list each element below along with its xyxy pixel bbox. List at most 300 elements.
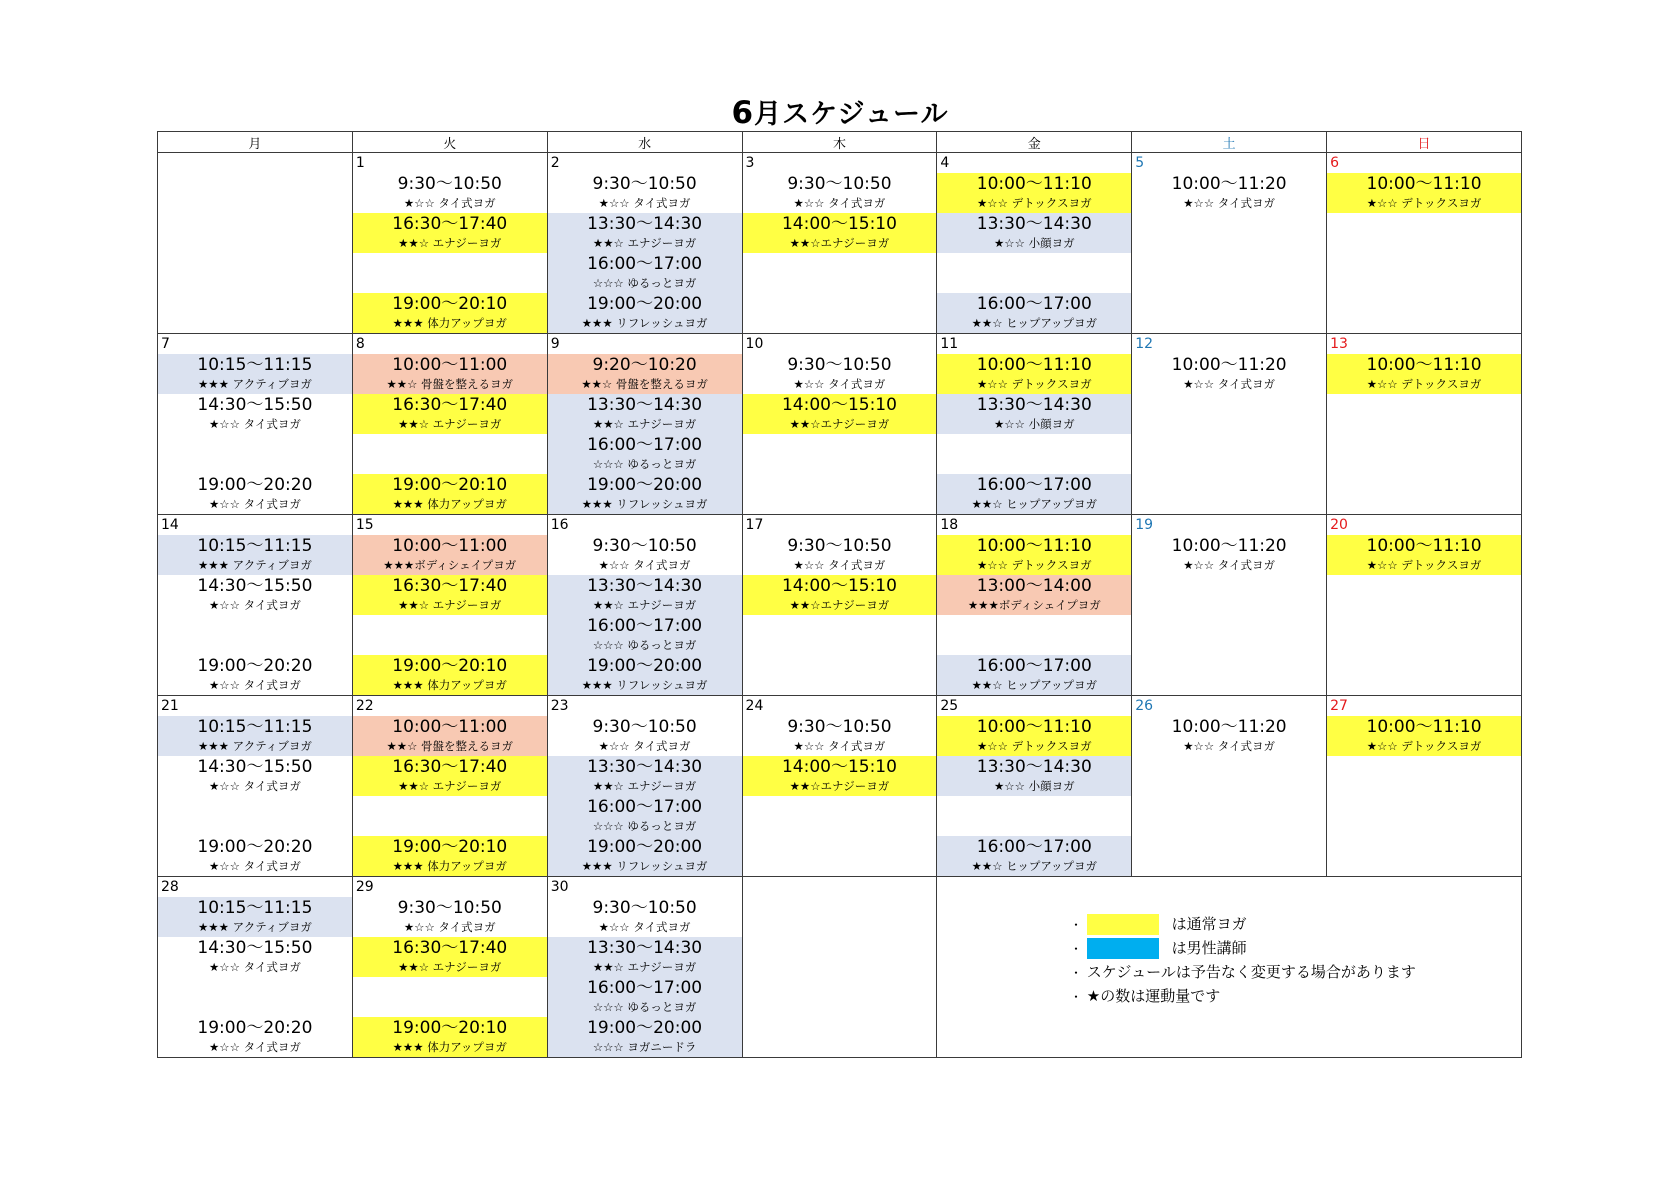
day-number: 14 — [161, 517, 179, 533]
class-slot — [158, 575, 352, 615]
class-slot — [548, 977, 742, 1017]
class-time: 13:30～14:30 — [587, 757, 703, 777]
class-slot — [937, 213, 1131, 253]
empty-slot — [353, 796, 547, 836]
day-number: 17 — [745, 517, 764, 533]
weekday-header: 月 — [158, 132, 353, 153]
class-slot — [353, 173, 547, 213]
class-time: 14:00～15:10 — [781, 576, 897, 596]
class-time: 9:30～10:50 — [397, 898, 502, 918]
day-cell — [158, 515, 353, 696]
empty-slot — [937, 796, 1131, 836]
week-row — [158, 334, 1522, 515]
class-slot — [548, 1017, 742, 1057]
class-time: 10:15～11:15 — [197, 898, 313, 918]
class-slot — [158, 394, 352, 434]
day-number: 6 — [1330, 155, 1339, 171]
class-name: ★★☆ エナジーヨガ — [592, 236, 697, 250]
class-slot — [548, 575, 742, 615]
class-slot — [937, 575, 1131, 615]
week-row — [158, 153, 1522, 334]
class-time: 16:00～17:00 — [587, 978, 703, 998]
class-name: ★☆☆ タイ式ヨガ — [793, 558, 886, 572]
class-slot — [353, 354, 547, 394]
class-time: 19:00～20:10 — [392, 656, 508, 676]
class-time: 14:30～15:50 — [197, 757, 313, 777]
day-number: 16 — [550, 517, 569, 533]
day-cell — [1132, 334, 1327, 515]
class-time: 16:00～17:00 — [976, 294, 1092, 314]
empty-slot — [353, 434, 547, 474]
class-slot — [743, 575, 937, 615]
class-name: ★★☆ 骨盤を整えるヨガ — [386, 739, 514, 753]
class-name: ★☆☆ タイ式ヨガ — [208, 678, 301, 692]
class-time: 10:00～11:20 — [1171, 717, 1287, 737]
class-time: 19:00～20:00 — [587, 837, 703, 857]
class-slot — [548, 535, 742, 575]
day-cell — [352, 696, 547, 877]
class-time: 10:00～11:10 — [1366, 717, 1482, 737]
empty-slot — [937, 434, 1131, 474]
class-time: 10:00～11:10 — [1366, 174, 1482, 194]
legend-normal-yoga — [1070, 912, 1416, 936]
class-slot — [548, 836, 742, 876]
class-name: ★★★ アクティブヨガ — [198, 739, 312, 753]
class-time: 10:00～11:00 — [392, 355, 508, 375]
legend-note-text: スケジュールは予告なく変更する場合があります — [1086, 963, 1416, 981]
day-number: 12 — [1135, 336, 1154, 352]
class-slot — [548, 213, 742, 253]
day-cell — [352, 153, 547, 334]
class-name: ★★☆ ヒップアップヨガ — [971, 678, 1098, 692]
class-time: 19:00～20:00 — [587, 656, 703, 676]
class-time: 19:00～20:20 — [197, 656, 313, 676]
class-slot — [158, 535, 352, 575]
class-name: ★★☆エナジーヨガ — [789, 236, 890, 250]
class-time: 16:00～17:00 — [587, 254, 703, 274]
class-slot — [548, 655, 742, 695]
day-cell — [742, 515, 937, 696]
weekday-header-row — [158, 132, 1522, 153]
day-cell — [937, 696, 1132, 877]
class-time: 16:30～17:40 — [392, 576, 508, 596]
day-number: 21 — [161, 698, 179, 714]
day-cell — [158, 877, 353, 1058]
class-name: ★☆☆ タイ式ヨガ — [598, 196, 691, 210]
day-number: 29 — [355, 879, 374, 895]
class-name: ★☆☆ タイ式ヨガ — [793, 739, 886, 753]
class-slot — [548, 474, 742, 514]
class-slot — [548, 756, 742, 796]
class-time: 9:30～10:50 — [592, 536, 697, 556]
class-time: 13:30～14:30 — [587, 938, 703, 958]
class-slot — [937, 394, 1131, 434]
class-time: 10:00～11:10 — [1366, 355, 1482, 375]
bullet: ・ — [1070, 942, 1083, 956]
day-cell — [352, 877, 547, 1058]
class-time: 14:00～15:10 — [781, 395, 897, 415]
class-name: ★★☆ ヒップアップヨガ — [971, 497, 1098, 511]
empty-slot — [158, 977, 352, 1017]
class-name: ★☆☆ タイ式ヨガ — [208, 1040, 301, 1054]
class-time: 14:30～15:50 — [197, 938, 313, 958]
day-number: 7 — [161, 336, 170, 352]
class-name: ★★☆ エナジーヨガ — [592, 779, 697, 793]
class-slot — [548, 354, 742, 394]
day-cell — [547, 334, 742, 515]
class-time: 19:00～20:10 — [392, 837, 508, 857]
class-name: ★★★ リフレッシュヨガ — [581, 497, 708, 511]
title-month-number: 6 — [731, 95, 755, 131]
empty-day-cell — [742, 877, 937, 1058]
class-time: 10:15～11:15 — [197, 355, 313, 375]
class-name: ☆☆☆ ゆるっとヨガ — [592, 276, 697, 290]
day-cell — [158, 696, 353, 877]
class-time: 19:00～20:00 — [587, 475, 703, 495]
class-slot — [353, 575, 547, 615]
class-time: 10:15～11:15 — [197, 536, 313, 556]
class-time: 14:30～15:50 — [197, 576, 313, 596]
class-slot — [158, 354, 352, 394]
empty-day-cell — [158, 153, 353, 334]
bullet: ・ — [1070, 966, 1083, 980]
class-slot — [158, 756, 352, 796]
class-slot — [158, 897, 352, 937]
day-number: 15 — [355, 517, 374, 533]
class-name: ★☆☆ デトックスヨガ — [976, 739, 1092, 753]
class-name: ★☆☆ タイ式ヨガ — [208, 960, 301, 974]
class-name: ★★☆ エナジーヨガ — [398, 236, 502, 250]
class-time: 16:00～17:00 — [976, 656, 1092, 676]
class-slot — [743, 354, 937, 394]
class-name: ★★★ボディシェイプヨガ — [383, 558, 517, 572]
class-time: 10:00～11:10 — [1366, 536, 1482, 556]
day-number: 11 — [940, 336, 959, 352]
class-time: 13:30～14:30 — [976, 757, 1092, 777]
class-time: 9:30～10:50 — [397, 174, 502, 194]
class-time: 10:00～11:00 — [392, 536, 508, 556]
empty-slot — [158, 615, 352, 655]
empty-slot — [937, 615, 1131, 655]
class-time: 10:15～11:15 — [197, 717, 313, 737]
day-number: 2 — [550, 155, 560, 171]
day-cell — [1327, 334, 1522, 515]
class-name: ★★☆ ヒップアップヨガ — [971, 859, 1098, 873]
class-time: 19:00～20:00 — [587, 1018, 703, 1038]
class-time: 13:30～14:30 — [587, 395, 703, 415]
class-name: ★★☆ 骨盤を整えるヨガ — [581, 377, 708, 391]
class-name: ★☆☆ タイ式ヨガ — [1183, 196, 1276, 210]
class-time: 9:30～10:50 — [787, 355, 892, 375]
class-name: ★☆☆ タイ式ヨガ — [1183, 377, 1276, 391]
class-name: ★★★ 体力アップヨガ — [392, 678, 507, 692]
class-time: 14:00～15:10 — [781, 757, 897, 777]
legend — [1070, 912, 1416, 1008]
class-name: ★☆☆ タイ式ヨガ — [598, 739, 691, 753]
class-time: 10:00～11:00 — [392, 717, 508, 737]
class-name: ★★★ アクティブヨガ — [198, 920, 312, 934]
class-name: ★☆☆ タイ式ヨガ — [403, 920, 496, 934]
class-time: 16:30～17:40 — [392, 938, 508, 958]
class-slot — [548, 615, 742, 655]
class-slot — [1132, 173, 1326, 213]
class-time: 16:00～17:00 — [587, 435, 703, 455]
day-number: 27 — [1330, 698, 1348, 714]
class-name: ★★☆エナジーヨガ — [789, 417, 890, 431]
day-number: 18 — [940, 517, 959, 533]
day-cell — [1327, 515, 1522, 696]
class-slot — [158, 655, 352, 695]
class-time: 13:30～14:30 — [976, 214, 1092, 234]
weekday-header: 水 — [547, 132, 742, 153]
day-number: 19 — [1135, 517, 1154, 533]
day-cell — [742, 153, 937, 334]
class-time: 19:00～20:20 — [197, 1018, 313, 1038]
class-slot — [353, 394, 547, 434]
class-slot — [353, 937, 547, 977]
day-cell — [158, 334, 353, 515]
day-cell — [1132, 696, 1327, 877]
class-slot — [353, 897, 547, 937]
class-name: ★★☆ エナジーヨガ — [592, 417, 697, 431]
week-row — [158, 696, 1522, 877]
class-slot — [937, 756, 1131, 796]
class-slot — [743, 213, 937, 253]
day-cell — [742, 334, 937, 515]
day-cell — [937, 153, 1132, 334]
class-name: ★☆☆ デトックスヨガ — [976, 558, 1092, 572]
weekday-header: 金 — [937, 132, 1132, 153]
class-slot — [937, 173, 1131, 213]
class-slot — [548, 937, 742, 977]
day-cell — [1327, 153, 1522, 334]
class-slot — [743, 394, 937, 434]
legend-note-text: ★の数は運動量です — [1086, 987, 1221, 1005]
class-slot — [743, 716, 937, 756]
day-number: 4 — [940, 155, 950, 171]
class-slot — [353, 836, 547, 876]
day-number: 20 — [1330, 517, 1348, 533]
class-slot — [937, 655, 1131, 695]
class-time: 16:00～17:00 — [587, 616, 703, 636]
class-slot — [1327, 535, 1521, 575]
class-time: 19:00～20:10 — [392, 294, 508, 314]
class-slot — [548, 293, 742, 333]
class-slot — [548, 897, 742, 937]
class-time: 16:30～17:40 — [392, 395, 508, 415]
day-number: 23 — [550, 698, 569, 714]
class-time: 16:30～17:40 — [392, 214, 508, 234]
class-slot — [1132, 535, 1326, 575]
empty-slot — [158, 796, 352, 836]
class-slot — [353, 716, 547, 756]
day-number: 28 — [161, 879, 179, 895]
bullet: ・ — [1070, 918, 1083, 932]
class-slot — [548, 394, 742, 434]
day-cell — [937, 515, 1132, 696]
empty-slot — [937, 253, 1131, 293]
class-name: ★★★ 体力アップヨガ — [392, 859, 507, 873]
class-name: ★☆☆ タイ式ヨガ — [1183, 739, 1276, 753]
class-time: 13:30～14:30 — [587, 214, 703, 234]
yellow-swatch — [1087, 914, 1159, 935]
class-slot — [1327, 354, 1521, 394]
class-slot — [353, 655, 547, 695]
day-cell — [547, 153, 742, 334]
day-number: 5 — [1135, 155, 1145, 171]
class-name: ★☆☆ タイ式ヨガ — [1183, 558, 1276, 572]
day-cell — [547, 515, 742, 696]
day-cell — [1327, 696, 1522, 877]
legend-male-instructor — [1070, 936, 1416, 960]
class-time: 10:00～11:10 — [976, 536, 1092, 556]
day-number: 22 — [355, 698, 374, 714]
class-name: ★☆☆ 小顔ヨガ — [994, 779, 1075, 793]
class-slot — [548, 173, 742, 213]
class-slot — [743, 535, 937, 575]
day-cell — [937, 334, 1132, 515]
class-name: ★★★ 体力アップヨガ — [392, 497, 507, 511]
class-name: ★☆☆ タイ式ヨガ — [208, 497, 301, 511]
class-slot — [743, 173, 937, 213]
class-name: ★★☆ エナジーヨガ — [592, 598, 697, 612]
class-time: 19:00～20:10 — [392, 1018, 508, 1038]
class-time: 9:30～10:50 — [787, 717, 892, 737]
day-cell — [1132, 515, 1327, 696]
class-slot — [353, 474, 547, 514]
legend-note-stars — [1070, 984, 1416, 1008]
day-number: 24 — [745, 698, 764, 714]
class-name: ☆☆☆ ゆるっとヨガ — [592, 457, 697, 471]
day-cell — [1132, 153, 1327, 334]
class-slot — [937, 716, 1131, 756]
blue-swatch — [1087, 938, 1159, 959]
class-name: ★★★ アクティブヨガ — [198, 558, 312, 572]
class-name: ★★★ アクティブヨガ — [198, 377, 312, 391]
empty-slot — [353, 253, 547, 293]
class-time: 9:30～10:50 — [592, 898, 697, 918]
class-time: 10:00～11:20 — [1171, 536, 1287, 556]
class-slot — [1132, 354, 1326, 394]
class-time: 19:00～20:00 — [587, 294, 703, 314]
class-slot — [1327, 716, 1521, 756]
class-name: ★★★ リフレッシュヨガ — [581, 316, 708, 330]
class-slot — [548, 253, 742, 293]
day-number: 8 — [355, 336, 365, 352]
empty-slot — [353, 977, 547, 1017]
class-name: ★★★ 体力アップヨガ — [392, 316, 507, 330]
day-number: 9 — [550, 336, 560, 352]
page-title — [0, 92, 1680, 131]
class-time: 10:00～11:20 — [1171, 355, 1287, 375]
class-name: ★☆☆ 小顔ヨガ — [994, 236, 1075, 250]
class-slot — [353, 1017, 547, 1057]
class-name: ★☆☆ タイ式ヨガ — [793, 377, 886, 391]
class-name: ★★★ 体力アップヨガ — [392, 1040, 507, 1054]
legend-male-label: は男性講師 — [1171, 939, 1247, 957]
class-time: 10:00～11:10 — [976, 717, 1092, 737]
class-name: ★★☆ エナジーヨガ — [592, 960, 697, 974]
class-slot — [548, 796, 742, 836]
class-slot — [158, 716, 352, 756]
class-slot — [1327, 173, 1521, 213]
class-name: ★★★ボディシェイプヨガ — [967, 598, 1101, 612]
class-slot — [158, 474, 352, 514]
week-row — [158, 515, 1522, 696]
day-number: 10 — [745, 336, 764, 352]
class-name: ★☆☆ タイ式ヨガ — [208, 859, 301, 873]
day-cell — [352, 515, 547, 696]
class-name: ★★☆ エナジーヨガ — [398, 960, 502, 974]
weekday-header: 日 — [1327, 132, 1522, 153]
class-name: ☆☆☆ ゆるっとヨガ — [592, 819, 697, 833]
class-slot — [158, 1017, 352, 1057]
class-name: ☆☆☆ ゆるっとヨガ — [592, 638, 697, 652]
class-name: ★★☆ 骨盤を整えるヨガ — [386, 377, 514, 391]
class-name: ★☆☆ デトックスヨガ — [976, 377, 1092, 391]
class-slot — [1132, 716, 1326, 756]
class-slot — [353, 535, 547, 575]
class-slot — [158, 937, 352, 977]
class-slot — [743, 756, 937, 796]
class-name: ★☆☆ タイ式ヨガ — [598, 558, 691, 572]
class-slot — [548, 716, 742, 756]
legend-normal-label: は通常ヨガ — [1171, 915, 1247, 933]
class-time: 10:00～11:10 — [976, 355, 1092, 375]
day-number: 26 — [1135, 698, 1154, 714]
class-name: ★★★ リフレッシュヨガ — [581, 859, 708, 873]
class-name: ★★☆ エナジーヨガ — [398, 779, 502, 793]
class-name: ★☆☆ デトックスヨガ — [1366, 377, 1482, 391]
day-number: 30 — [550, 879, 569, 895]
class-slot — [937, 474, 1131, 514]
class-slot — [937, 535, 1131, 575]
class-name: ★☆☆ デトックスヨガ — [1366, 558, 1482, 572]
title-text: 月スケジュール — [754, 99, 949, 130]
class-name: ☆☆☆ ゆるっとヨガ — [592, 1000, 697, 1014]
class-time: 14:30～15:50 — [197, 395, 313, 415]
class-time: 10:00～11:10 — [976, 174, 1092, 194]
class-name: ★★☆エナジーヨガ — [789, 779, 890, 793]
class-name: ★☆☆ タイ式ヨガ — [403, 196, 496, 210]
class-time: 16:00～17:00 — [976, 475, 1092, 495]
class-slot — [353, 756, 547, 796]
class-name: ★★☆ エナジーヨガ — [398, 598, 502, 612]
empty-slot — [158, 434, 352, 474]
class-name: ★★★ リフレッシュヨガ — [581, 678, 708, 692]
class-name: ★☆☆ デトックスヨガ — [1366, 739, 1482, 753]
class-slot — [158, 836, 352, 876]
class-name: ★☆☆ タイ式ヨガ — [208, 779, 301, 793]
day-cell — [352, 334, 547, 515]
class-name: ★★☆ エナジーヨガ — [398, 417, 502, 431]
class-time: 10:00～11:20 — [1171, 174, 1287, 194]
legend-note-change — [1070, 960, 1416, 984]
class-time: 16:00～17:00 — [587, 797, 703, 817]
class-name: ★☆☆ タイ式ヨガ — [208, 598, 301, 612]
class-name: ★☆☆ タイ式ヨガ — [793, 196, 886, 210]
class-name: ★☆☆ デトックスヨガ — [976, 196, 1092, 210]
day-cell — [547, 696, 742, 877]
class-time: 9:30～10:50 — [592, 717, 697, 737]
class-slot — [353, 213, 547, 253]
class-slot — [937, 293, 1131, 333]
class-slot — [937, 354, 1131, 394]
class-name: ★★☆ ヒップアップヨガ — [971, 316, 1098, 330]
weekday-header: 土 — [1132, 132, 1327, 153]
empty-slot — [353, 615, 547, 655]
class-time: 19:00～20:20 — [197, 837, 313, 857]
